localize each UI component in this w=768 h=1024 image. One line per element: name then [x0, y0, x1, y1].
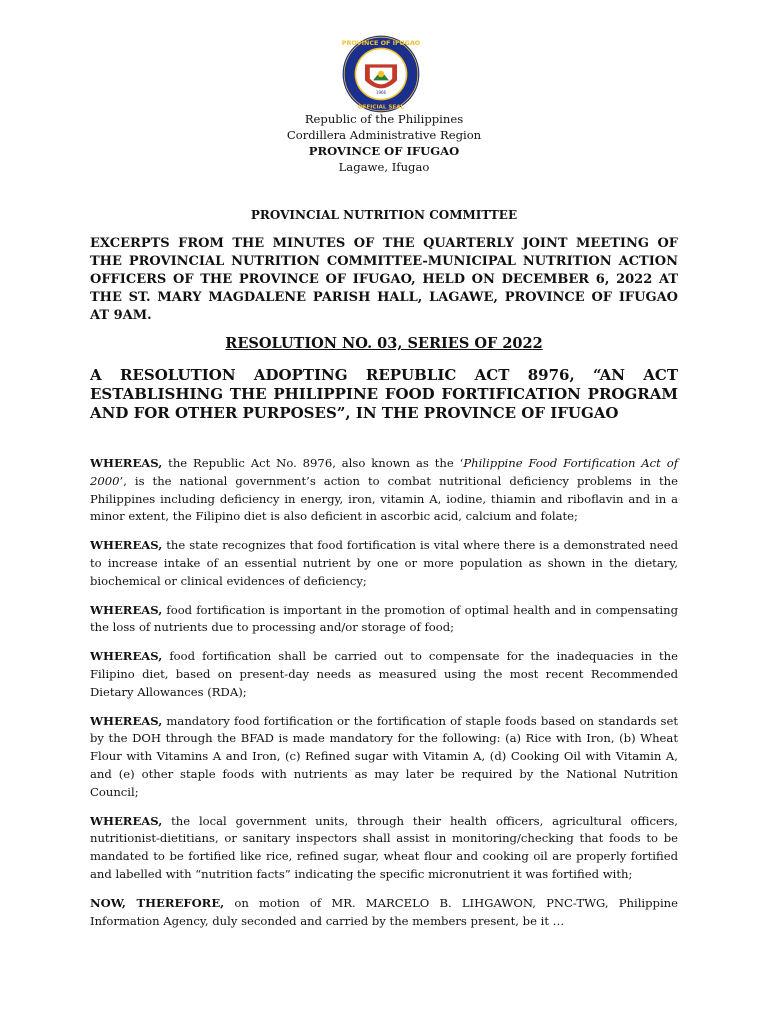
clause-text: on motion of MR. MARCELO B. LIHGAWON, PNC-TWG, Philippine Information Agency, duly seconded and carried by the members present, be it …	[90, 895, 679, 928]
clause-text: mandatory food fortification or the fortification of staple foods based on standards set by the DOH through the BFAD is made mandatory for the following: (a) Rice with Iron, (b) Wheat Flour with Vitamins A and Iron, (c) Refined sugar with Vitamin A, (d) Cooking Oil with Vitamin A, and (e) other staple foods with nutrients as may later be required by the National Nutrition Council;	[90, 713, 678, 799]
letterhead-region: Cordillera Administrative Region	[286, 128, 482, 142]
whereas-paragraph-5	[90, 713, 678, 802]
svg-text:1966: 1966	[375, 90, 387, 95]
clause-text: the Republic Act No. 8976, also known as the ‘	[162, 456, 464, 470]
province-seal-logo	[341, 34, 421, 114]
now-therefore-paragraph	[90, 895, 678, 931]
letterhead-province: PROVINCE OF IFUGAO	[308, 144, 460, 158]
whereas-paragraph-4	[90, 648, 678, 701]
clause-keyword: WHEREAS,	[90, 538, 163, 553]
whereas-paragraph-6	[90, 813, 678, 884]
clause-keyword: WHEREAS,	[90, 813, 163, 828]
clause-keyword: WHEREAS,	[90, 456, 163, 470]
whereas-paragraph-3	[90, 602, 678, 638]
clause-keyword: WHEREAS,	[90, 649, 163, 664]
clause-text: the local government units, through their health officers, agricultural officers, nutritionist-dietitians, or sanitary inspectors shall assist in monitoring/checking that foods to be mandated to be fortified like rice, refined sugar, wheat flour and cooking oil are properly fortified and labelled with “nutrition facts” indicating the specific micronutrient it was fortified with;	[90, 813, 678, 881]
committee-heading: PROVINCIAL NUTRITION COMMITTEE	[250, 208, 518, 222]
clause-text: ’, is the national government’s action to combat nutritional deficiency problems in the Philippines including deficiency in energy, iron, vitamin A, iodine, thiamin and riboflavin and in a minor extent, the Filipino diet is also deficient in ascorbic acid, calcium and folate;	[90, 473, 678, 524]
resolution-number: RESOLUTION NO. 03, SERIES OF 2022	[225, 335, 543, 352]
letterhead-location: Lagawe, Ifugao	[338, 160, 430, 174]
clause-keyword: NOW, THEREFORE,	[90, 895, 225, 910]
resolution-body	[90, 455, 678, 941]
clause-keyword: WHEREAS,	[90, 602, 163, 617]
clause-text: the state recognizes that food fortification is vital where there is a demonstrated need to increase intake of an essential nutrient by one or more population as shown in the dietary, biochemical or clinical evidences of deficiency;	[90, 538, 678, 588]
clause-text: food fortification is important in the promotion of optimal health and in compensating the loss of nutrients due to processing and/or storage of food;	[90, 602, 678, 635]
whereas-paragraph-2	[90, 537, 678, 590]
letterhead	[0, 111, 768, 175]
clause-text: food fortification shall be carried out to compensate for the inadequacies in the Filipino diet, based on present-day needs as measured using the most recent Recommended Dietary Allowances (RDA);	[90, 649, 678, 699]
svg-text:PROVINCE OF IFUGAO: PROVINCE OF IFUGAO	[341, 39, 421, 48]
act-title-italic: Philippine Food Fortification Act of 2000	[90, 456, 679, 488]
letterhead-country: Republic of the Philippines	[304, 112, 464, 126]
resolution-title: A RESOLUTION ADOPTING REPUBLIC ACT 8976, “AN ACT ESTABLISHING THE PHILIPPINE FOOD FORTIFICATION PROGRAM AND FOR OTHER PURPOSES”, IN THE PROVINCE OF IFUGAO	[90, 366, 678, 422]
svg-text:OFFICIAL SEAL: OFFICIAL SEAL	[357, 104, 405, 111]
whereas-paragraph-1	[90, 455, 678, 526]
minutes-excerpt: EXCERPTS FROM THE MINUTES OF THE QUARTERLY JOINT MEETING OF THE PROVINCIAL NUTRITION COMMITTEE-MUNICIPAL NUTRITION ACTION OFFICERS OF THE PROVINCE OF IFUGAO, HELD ON DECEMBER 6, 2022 AT THE ST. MARY MAGDALENE PARISH HALL, LAGAWE, PROVINCE OF IFUGAO AT 9AM.	[90, 236, 678, 323]
clause-keyword: WHEREAS,	[90, 713, 163, 728]
